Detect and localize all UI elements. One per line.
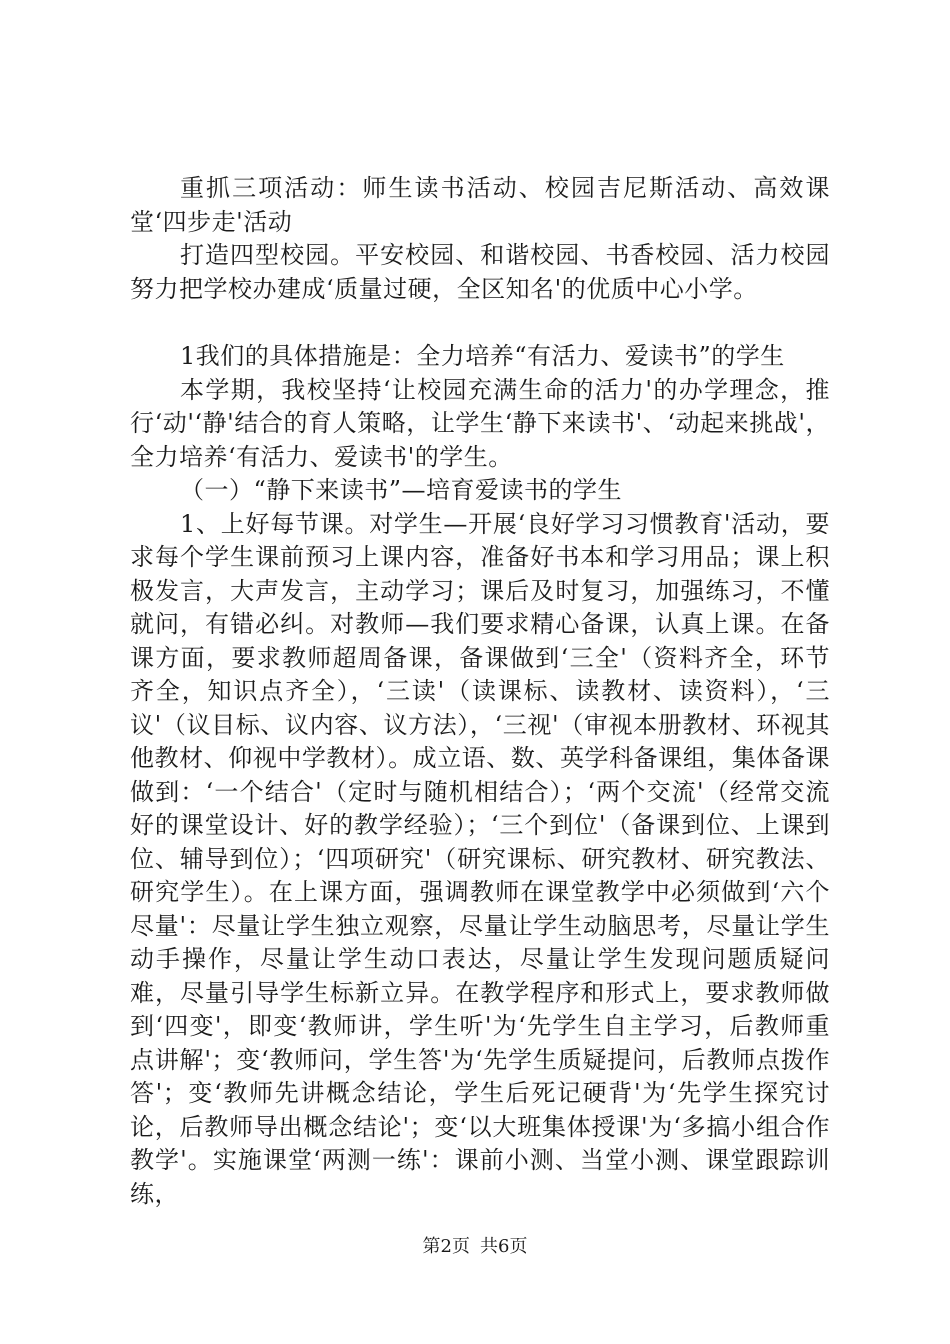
paragraph-activities: 重抓三项活动：师生读书活动、校园吉尼斯活动、高效课堂‘四步走'活动	[130, 174, 830, 236]
paragraph-campus: 打造四型校园。平安校园、和谐校园、书香校园、活力校园努力把学校办建成‘质量过硬，全区知名'的优质中心小学。	[130, 241, 830, 303]
paragraph-measures: 1我们的具体措施是：全力培养“有活力、爱读书”的学生	[180, 342, 785, 370]
page-total: 共6页	[480, 1236, 528, 1257]
paragraph-spacer	[130, 306, 830, 340]
page-footer	[0, 1235, 950, 1259]
page-number: 第2页	[422, 1236, 470, 1257]
document-body	[130, 172, 830, 1211]
paragraph-semester: 本学期，我校坚持‘让校园充满生命的活力'的办学理念，推行‘动'‘静'结合的育人策略，让学生‘静下来读书'、‘动起来挑战'，全力培养‘有活力、爱读书'的学生。	[130, 375, 830, 471]
paragraph-lessons: 1、上好每节课。对学生—开展‘良好学习习惯教育'活动，要求每个学生课前预习上课内容，准备好书本和学习用品；课上积极发言，大声发言，主动学习；课后及时复习，加强练习，不懂就问，有错必纠。对教师—我们要求精心备课，认真上课。在备课方面，要求教师超周备课，备课做到‘三全'（资料齐全，环节齐全，知识点齐全），‘三读'（读课标、读教材、读资料），‘三议'（议目标、议内容、议方法），‘三视'（审视本册教材、环视其他教材、仰视中学教材）。成立语、数、英学科备课组，集体备课做到：‘一个结合'（定时与随机相结合）；‘两个交流'（经常交流好的课堂设计、好的教学经验）；‘三个到位'（备课到位、上课到位、辅导到位）；‘四项研究'（研究课标、研究教材、研究教法、研究学生）。在上课方面，强调教师在课堂教学中必须做到‘六个尽量'：尽量让学生独立观察，尽量让学生动脑思考，尽量让学生动手操作，尽量让学生动口表达，尽量让学生发现问题质疑问难，尽量引导学生标新立异。在教学程序和形式上，要求教师做到‘四变'，即变‘教师讲，学生听'为‘先学生自主学习，后教师重点讲解'；变‘教师问，学生答'为‘先学生质疑提问，后教师点拨作答'；变‘教师先讲概念结论，学生后死记硬背'为‘先学生探究讨论，后教师导出概念结论'；变‘以大班集体授课'为‘多搞小组合作教学'。实施课堂‘两测一练'：课前小测、当堂小测、课堂跟踪训练，	[130, 509, 830, 1208]
section-heading: （一）“静下来读书”—培育爱读书的学生	[180, 476, 623, 504]
